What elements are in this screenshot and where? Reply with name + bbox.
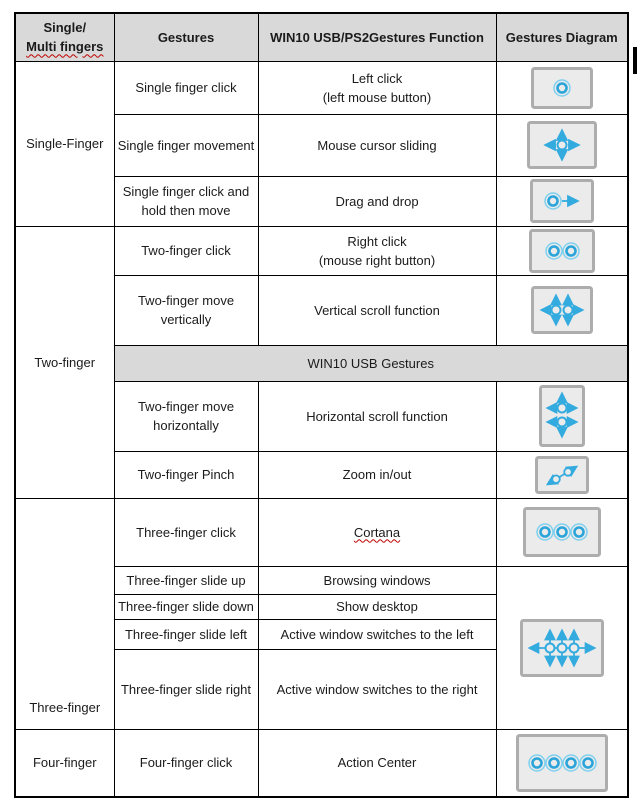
drag-drop-icon xyxy=(530,179,594,223)
gesture-two-pinch: Two-finger Pinch xyxy=(114,451,258,498)
group-label-two-finger: Two-finger xyxy=(15,226,114,498)
diagram-two-horizontal xyxy=(496,381,628,451)
diagram-three-click xyxy=(496,498,628,566)
cursor-move-icon xyxy=(527,121,597,169)
function-switch-left: Active window switches to the left xyxy=(258,619,496,649)
header-gestures: Gestures xyxy=(114,13,258,61)
diagram-two-vertical xyxy=(496,275,628,345)
four-finger-click-icon xyxy=(516,734,608,792)
function-vertical-scroll: Vertical scroll function xyxy=(258,275,496,345)
gesture-single-move: Single finger movement xyxy=(114,114,258,176)
pinch-zoom-icon xyxy=(535,456,589,494)
diagram-two-pinch xyxy=(496,451,628,498)
text-cursor[interactable] xyxy=(633,47,637,74)
diagram-three-slide xyxy=(496,566,628,729)
gesture-two-horizontal: Two-finger move horizontally xyxy=(114,381,258,451)
two-finger-click-icon xyxy=(529,229,595,273)
table-header-row xyxy=(15,13,628,61)
function-drag-drop: Drag and drop xyxy=(258,176,496,226)
group-label-three-finger: Three-finger xyxy=(15,498,114,729)
row-single-click xyxy=(15,61,628,114)
function-horizontal-scroll: Horizontal scroll function xyxy=(258,381,496,451)
gesture-three-down: Three-finger slide down xyxy=(114,594,258,619)
header-fingers xyxy=(15,13,114,61)
function-browsing-windows: Browsing windows xyxy=(258,566,496,594)
gesture-three-left: Three-finger slide left xyxy=(114,619,258,649)
diagram-single-click xyxy=(496,61,628,114)
vertical-scroll-icon xyxy=(531,286,593,334)
horizontal-scroll-icon xyxy=(539,385,585,447)
win10-usb-gestures-banner: WIN10 USB Gestures xyxy=(114,345,628,381)
gesture-single-click: Single finger click xyxy=(114,61,258,114)
gesture-single-drag: Single finger click and hold then move xyxy=(114,176,258,226)
diagram-single-move xyxy=(496,114,628,176)
diagram-four-click xyxy=(496,729,628,797)
function-left-click: Left click (left mouse button) xyxy=(258,61,496,114)
three-finger-slide-icon xyxy=(520,619,604,677)
function-show-desktop: Show desktop xyxy=(258,594,496,619)
row-two-click xyxy=(15,226,628,275)
function-zoom: Zoom in/out xyxy=(258,451,496,498)
group-label-single-finger: Single-Finger xyxy=(15,61,114,226)
header-function: WIN10 USB/PS2Gestures Function xyxy=(258,13,496,61)
gesture-two-vertical: Two-finger move vertically xyxy=(114,275,258,345)
diagram-single-drag xyxy=(496,176,628,226)
single-finger-click-icon xyxy=(531,67,593,109)
row-three-click xyxy=(15,498,628,566)
diagram-two-click xyxy=(496,226,628,275)
gesture-three-up: Three-finger slide up xyxy=(114,566,258,594)
function-cursor-sliding: Mouse cursor sliding xyxy=(258,114,496,176)
function-right-click: Right click (mouse right button) xyxy=(258,226,496,275)
function-action-center: Action Center xyxy=(258,729,496,797)
row-four-click xyxy=(15,729,628,797)
gestures-table xyxy=(14,12,629,798)
three-finger-click-icon xyxy=(523,507,601,557)
function-switch-right: Active window switches to the right xyxy=(258,649,496,729)
gesture-four-click: Four-finger click xyxy=(114,729,258,797)
gesture-three-click: Three-finger click xyxy=(114,498,258,566)
header-diagram: Gestures Diagram xyxy=(496,13,628,61)
function-cortana: Cortana xyxy=(258,498,496,566)
gesture-three-right: Three-finger slide right xyxy=(114,649,258,729)
header-fingers-line1: Single/ xyxy=(43,20,87,36)
group-label-four-finger: Four-finger xyxy=(15,729,114,797)
header-fingers-line2: Multi fingers xyxy=(26,39,104,55)
gesture-two-click: Two-finger click xyxy=(114,226,258,275)
